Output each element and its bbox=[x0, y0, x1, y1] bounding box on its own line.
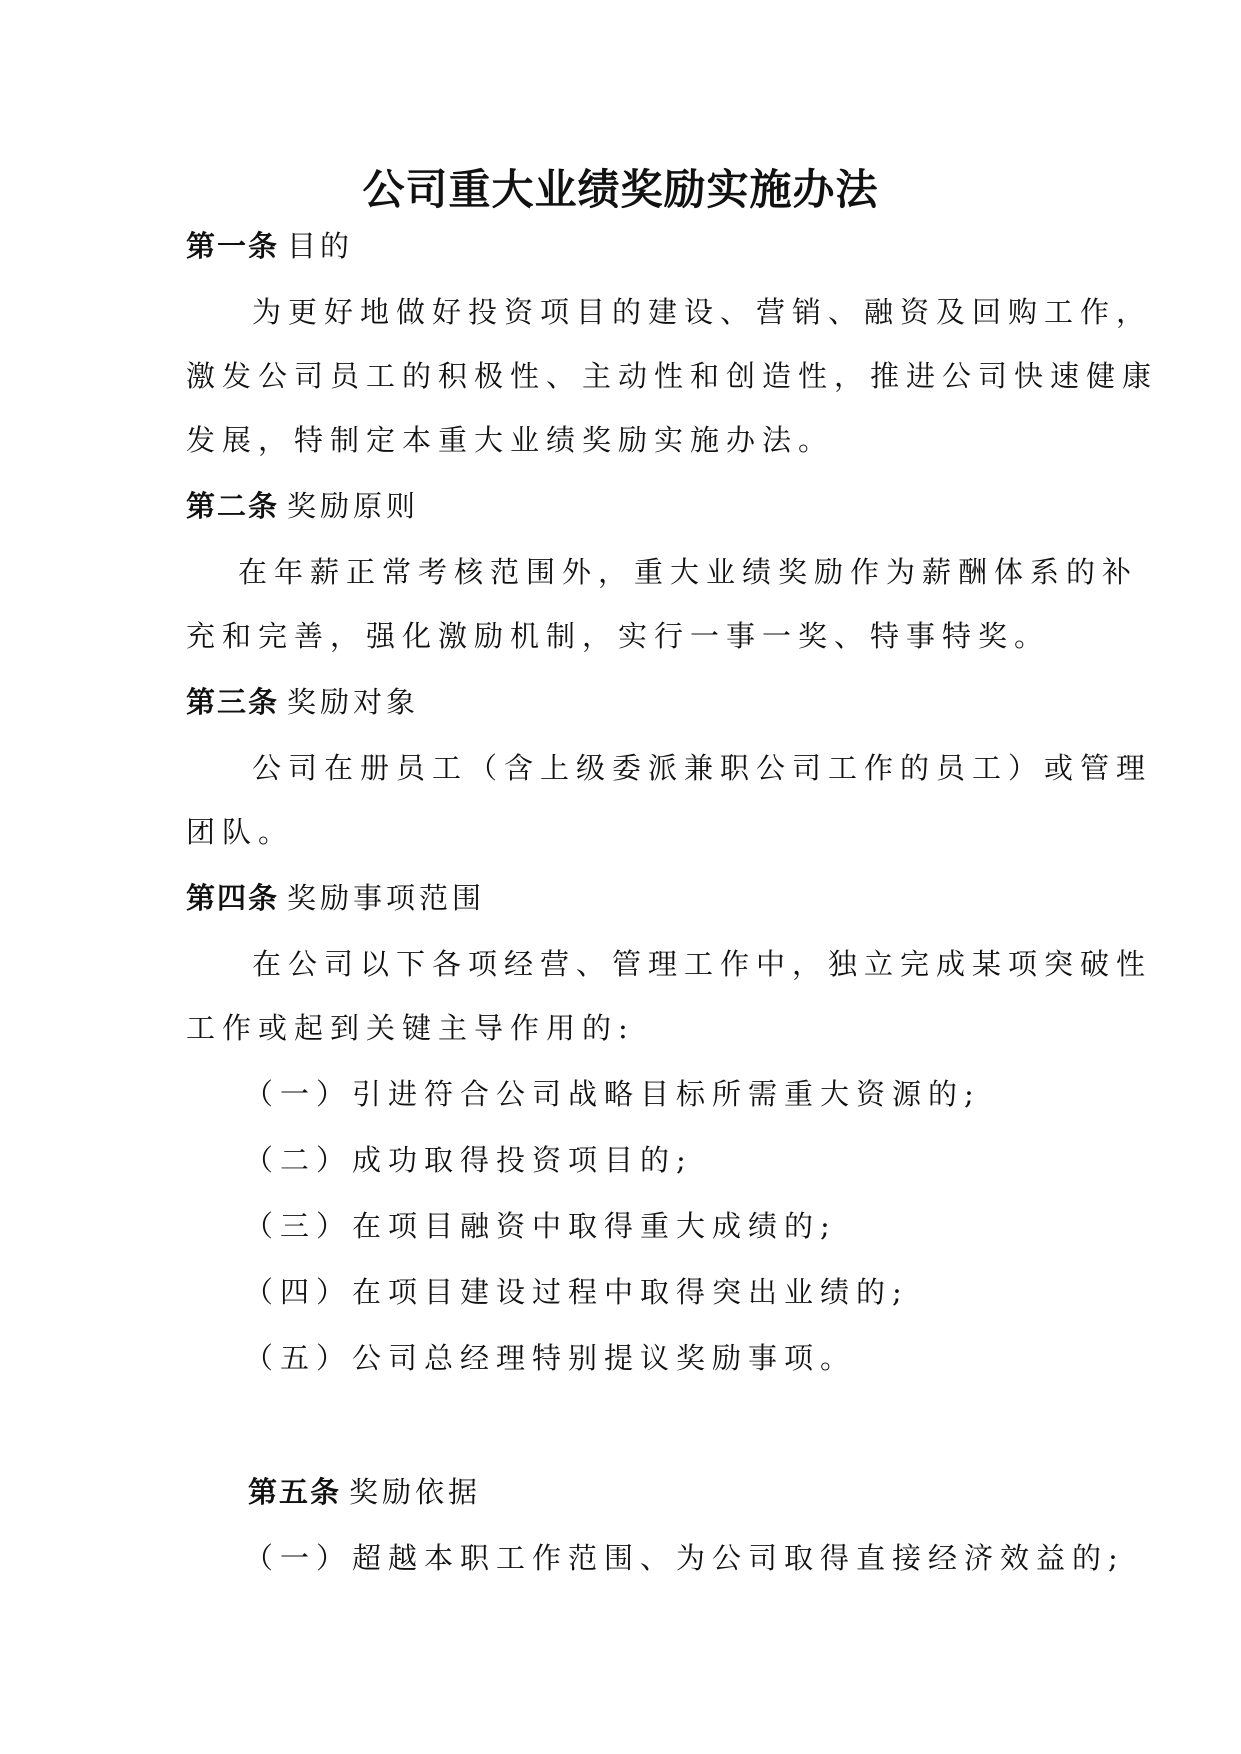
article-number: 第一条 bbox=[186, 229, 280, 263]
article-label: 奖励依据 bbox=[349, 1475, 482, 1509]
article-number: 第四条 bbox=[186, 881, 280, 915]
article-label: 奖励原则 bbox=[287, 489, 420, 523]
article-1-heading bbox=[186, 224, 353, 268]
paragraph-line: 激发公司员工的积极性、主动性和创造性，推进公司快速健康 bbox=[186, 359, 1159, 393]
list-item: （二）成功取得投资项目的; bbox=[244, 1143, 693, 1177]
list-item: （三）在项目融资中取得重大成绩的; bbox=[244, 1209, 837, 1243]
article-number: 第五条 bbox=[248, 1475, 342, 1509]
article-3-heading bbox=[186, 680, 419, 724]
paragraph-line: 为更好地做好投资项目的建设、营销、融资及回购工作， bbox=[252, 295, 1153, 329]
paragraph-line: 工作或起到关键主导作用的: bbox=[186, 1011, 635, 1045]
paragraph-line: 发展，特制定本重大业绩奖励实施办法。 bbox=[186, 423, 835, 457]
paragraph-line: 在年薪正常考核范围外，重大业绩奖励作为薪酬体系的补 bbox=[238, 555, 1139, 589]
list-item: （一）超越本职工作范围、为公司取得直接经济效益的; bbox=[244, 1541, 1125, 1575]
article-label: 奖励事项范围 bbox=[287, 881, 486, 915]
article-number: 第二条 bbox=[186, 489, 280, 523]
article-5-heading bbox=[248, 1470, 481, 1514]
paragraph-line: 在公司以下各项经营、管理工作中，独立完成某项突破性 bbox=[252, 947, 1153, 981]
article-4-heading bbox=[186, 876, 485, 920]
paragraph-line: 公司在册员工（含上级委派兼职公司工作的员工）或管理 bbox=[252, 751, 1153, 785]
paragraph-line: 团队。 bbox=[186, 815, 295, 849]
article-number: 第三条 bbox=[186, 685, 280, 719]
article-label: 目的 bbox=[287, 229, 354, 263]
list-item: （五）公司总经理特别提议奖励事项。 bbox=[244, 1341, 857, 1375]
article-label: 奖励对象 bbox=[287, 685, 420, 719]
paragraph-line: 充和完善，强化激励机制，实行一事一奖、特事特奖。 bbox=[186, 619, 1051, 653]
document-title: 公司重大业绩奖励实施办法 bbox=[362, 165, 879, 214]
list-item: （一）引进符合公司战略目标所需重大资源的; bbox=[244, 1077, 981, 1111]
article-2-heading bbox=[186, 484, 419, 528]
list-item: （四）在项目建设过程中取得突出业绩的; bbox=[244, 1275, 909, 1309]
